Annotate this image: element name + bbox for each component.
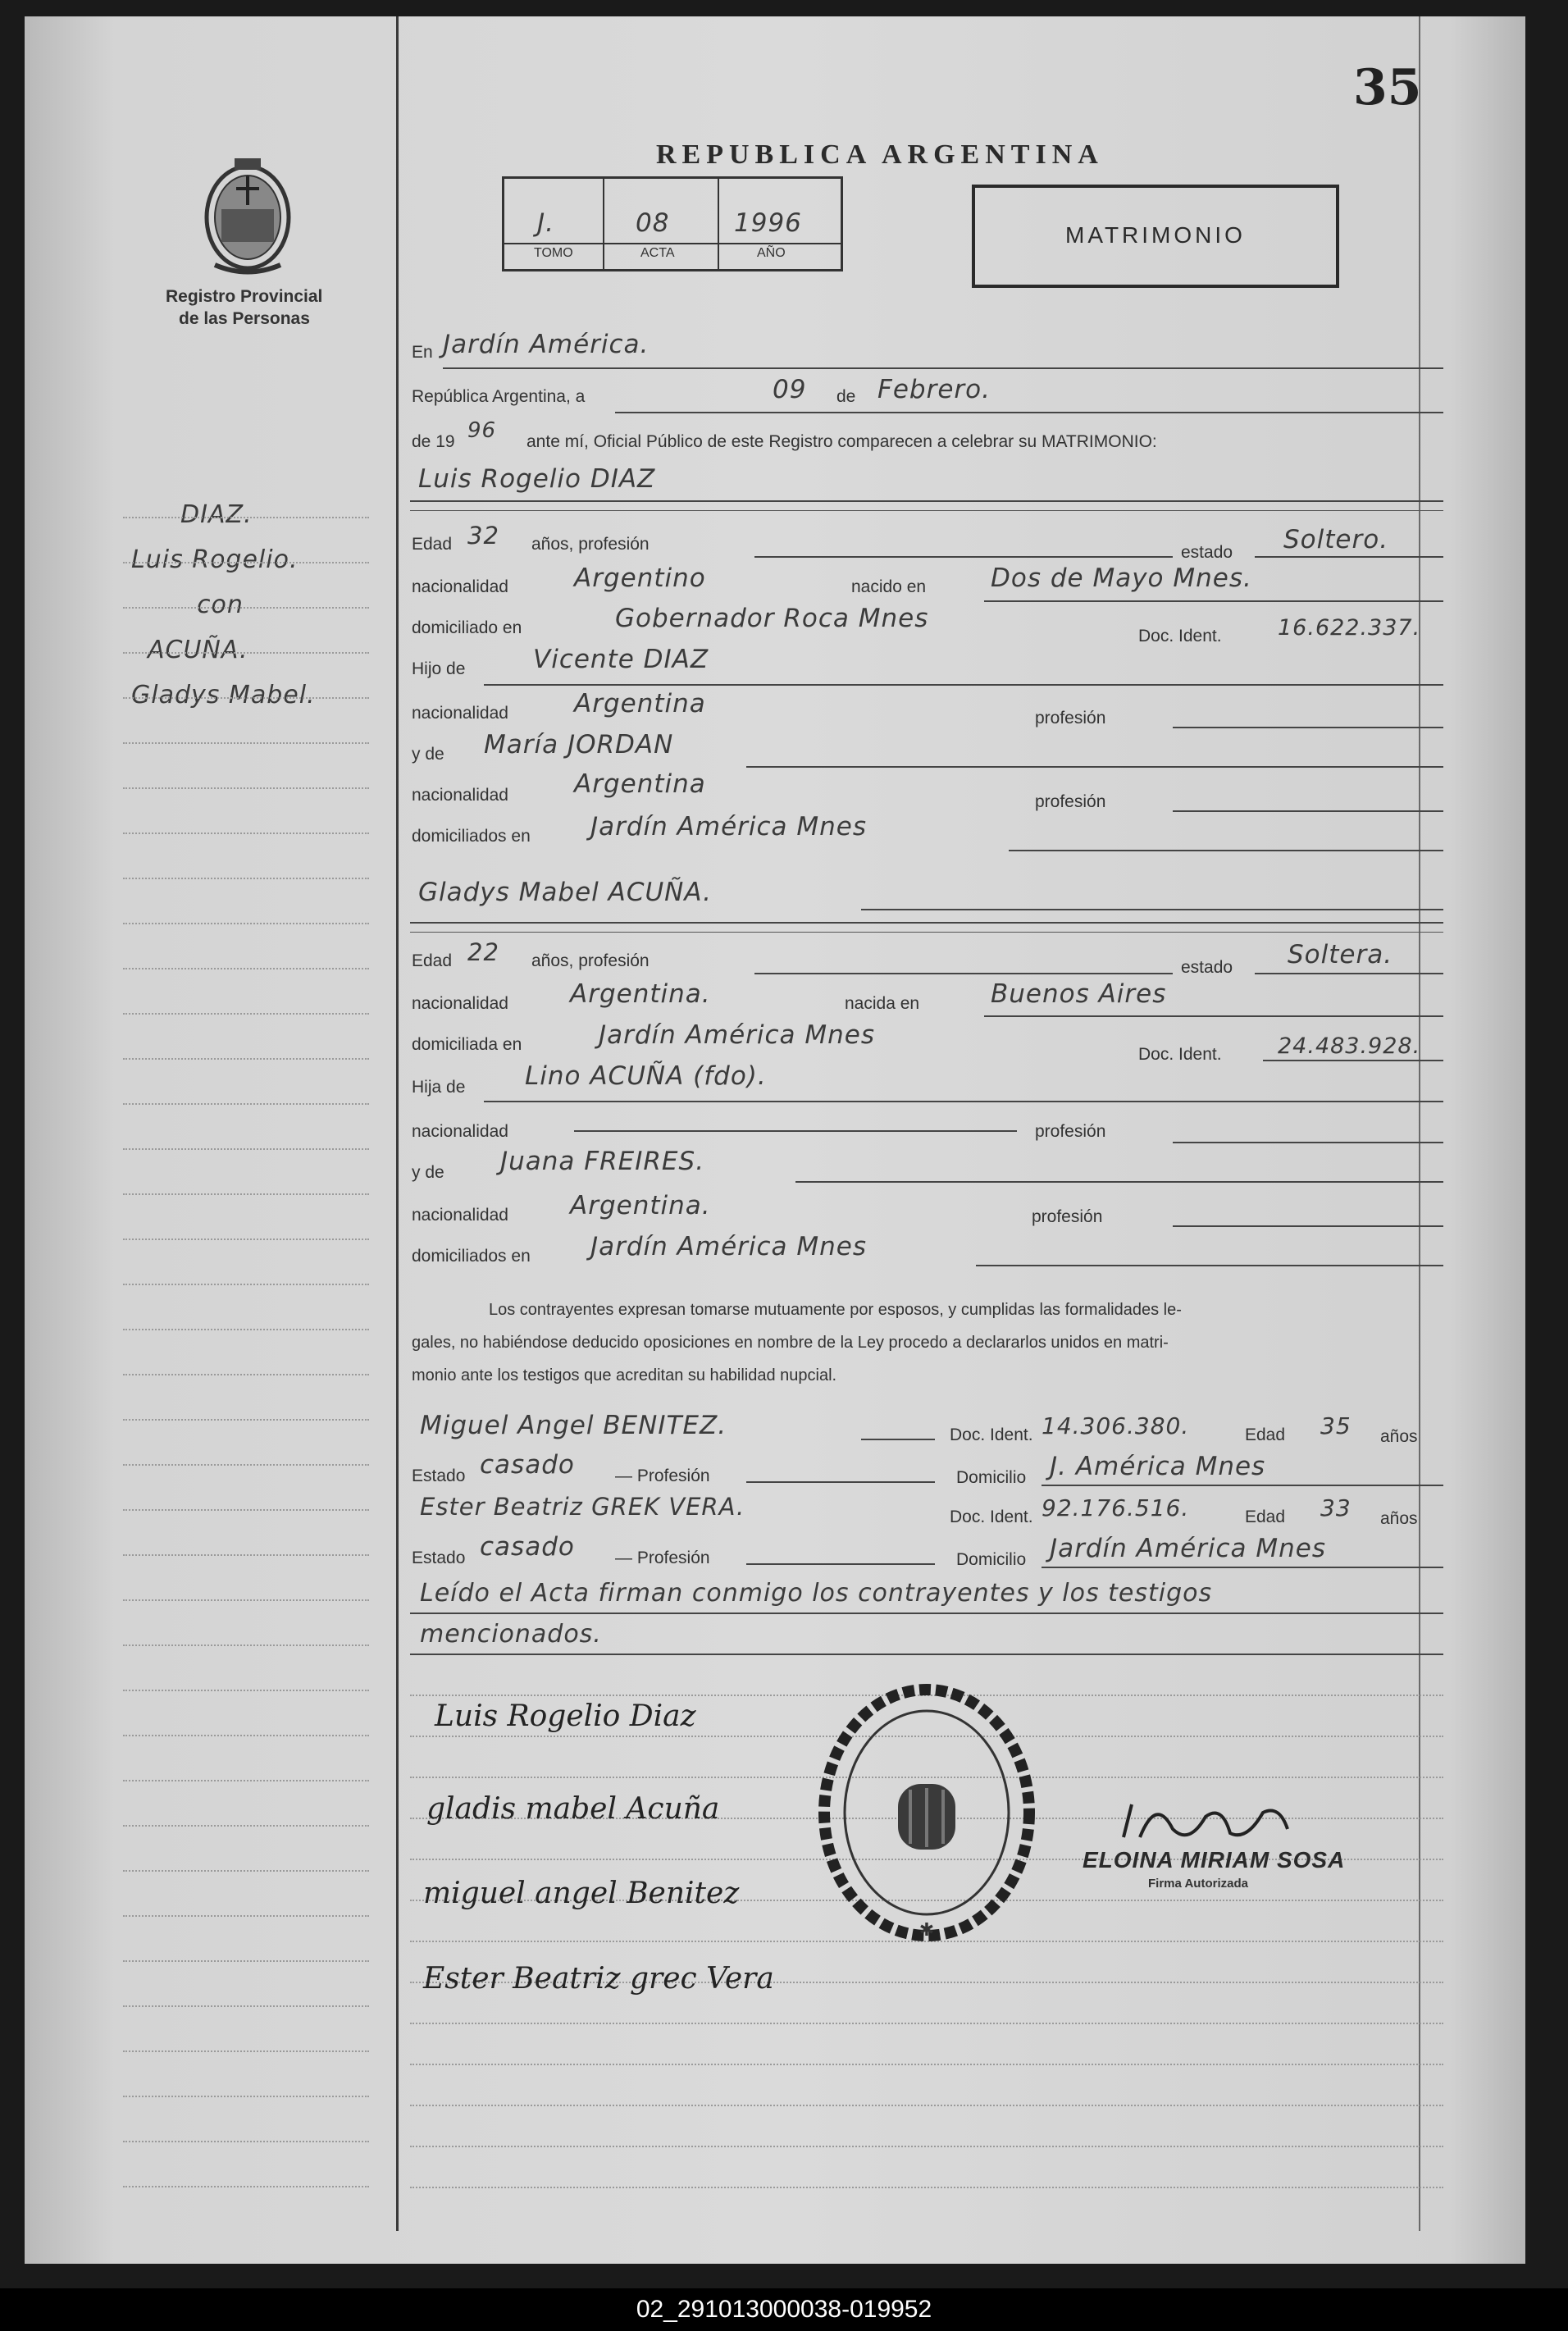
svg-text:✱: ✱	[918, 1919, 935, 1940]
margin-ruled-line	[123, 923, 369, 924]
margin-note-line: Luis Rogelio.	[131, 545, 299, 574]
label-domiciliados-en: domiciliados en	[412, 1247, 531, 1266]
margin-ruled-line	[123, 1464, 369, 1466]
margin-ruled-line	[123, 1960, 369, 1962]
record-type-title: MATRIMONIO	[1065, 222, 1246, 248]
groom-nationality: Argentino	[574, 563, 706, 593]
label-profesion: profesión	[1035, 709, 1106, 728]
margin-ruled-line	[123, 832, 369, 834]
statement-line: Los contrayentes expresan tomarse mutuamente por esposos, y cumplidas las formalidades le-	[489, 1301, 1182, 1319]
label-anos: años	[1380, 1509, 1418, 1528]
groom-father: Vicente DIAZ	[533, 645, 709, 674]
groom-doc-id: 16.622.337.	[1278, 615, 1421, 641]
margin-ruled-line	[123, 2050, 369, 2052]
groom-name: Luis Rogelio DIAZ	[418, 464, 656, 494]
witness-1-age: 35	[1320, 1412, 1351, 1439]
margin-note-line: ACUÑA.	[148, 636, 248, 664]
label-estado: estado	[1181, 958, 1233, 977]
signature-ruled-line	[410, 2105, 1443, 2106]
margin-ruled-line	[123, 1058, 369, 1060]
witness-1-domicile: J. América Mnes	[1050, 1452, 1266, 1481]
tomo-label: TOMO	[534, 246, 573, 260]
bride-name: Gladys Mabel ACUÑA.	[418, 878, 712, 907]
label-domicilio: Domicilio	[956, 1550, 1027, 1569]
witness-2-name: Ester Beatriz GREK VERA.	[420, 1493, 745, 1521]
bride-parents-address: Jardín América Mnes	[590, 1232, 868, 1261]
margin-ruled-line	[123, 1103, 369, 1105]
margin-ruled-line	[123, 2096, 369, 2097]
signature-ruled-line	[410, 2023, 1443, 2024]
signature-ruled-line	[410, 2187, 1443, 2188]
groom-age: 32	[467, 522, 499, 550]
witness-2-status: casado	[480, 1532, 575, 1562]
label-profesion: profesión	[1032, 1207, 1103, 1226]
record-id-box	[502, 176, 843, 271]
margin-note-line: con	[197, 591, 244, 619]
witness-2-doc: 92.176.516.	[1042, 1494, 1190, 1521]
label-nacido-en: nacido en	[851, 577, 927, 596]
label-anos: años	[1380, 1427, 1418, 1446]
margin-ruled-line	[123, 562, 369, 563]
margin-note-line: DIAZ.	[180, 500, 253, 529]
groom-mother: María JORDAN	[484, 730, 674, 760]
witness-2-domicile: Jardín América Mnes	[1050, 1534, 1327, 1563]
bride-father: Lino ACUÑA (fdo).	[525, 1061, 767, 1091]
bride-mother: Juana FREIRES.	[500, 1147, 705, 1176]
label-witness-edad: Edad	[1245, 1426, 1286, 1444]
official-seal-icon	[812, 1673, 1042, 1952]
groom-father-nationality: Argentina	[574, 689, 706, 718]
label-profesion: profesión	[1035, 792, 1106, 811]
margin-note-line: Gladys Mabel.	[131, 681, 316, 709]
closing-note-line: mencionados.	[420, 1620, 602, 1649]
acta-label: ACTA	[640, 246, 675, 260]
label-nacionalidad: nacionalidad	[412, 786, 508, 805]
label-nacionalidad: nacionalidad	[412, 1206, 508, 1225]
label-domicilio: Domicilio	[956, 1468, 1027, 1487]
margin-ruled-line	[123, 1870, 369, 1872]
margin-ruled-line	[123, 1374, 369, 1375]
country-heading: REPUBLICA ARGENTINA	[656, 139, 1104, 170]
groom-address: Gobernador Roca Mnes	[615, 604, 929, 633]
bride-birthplace: Buenos Aires	[991, 979, 1167, 1009]
ceremony-place: Jardín América.	[443, 330, 650, 359]
signature: Luis Rogelio Diaz	[435, 1699, 696, 1733]
margin-ruled-line	[123, 787, 369, 789]
margin-ruled-line	[123, 652, 369, 654]
signature-ruled-line	[410, 2146, 1443, 2147]
groom-marital-status: Soltero.	[1283, 525, 1389, 554]
label-anos-profesion: años, profesión	[531, 951, 650, 970]
margin-ruled-line	[123, 968, 369, 969]
margin-ruled-line	[123, 1735, 369, 1736]
label-domiciliados-en: domiciliados en	[412, 827, 531, 846]
signature: gladis mabel Acuña	[426, 1792, 720, 1826]
margin-ruled-line	[123, 1644, 369, 1646]
right-margin-line	[1419, 16, 1420, 2231]
label-hijo-de: Hijo de	[412, 659, 466, 678]
label-ante-mi: ante mí, Oficial Público de este Registro comparecen a celebrar su MATRIMONIO:	[526, 432, 1157, 451]
registry-line-2: de las Personas	[179, 309, 310, 328]
groom-mother-nationality: Argentina	[574, 769, 706, 799]
label-nacionalidad: nacionalidad	[412, 1122, 508, 1141]
ano-label: AÑO	[757, 246, 786, 260]
label-edad: Edad	[412, 951, 453, 970]
label-domiciliado-en: domiciliado en	[412, 618, 522, 637]
witness-1-name: Miguel Angel BENITEZ.	[420, 1411, 727, 1440]
witness-1-status: casado	[480, 1450, 575, 1480]
label-de: de	[836, 387, 856, 406]
register-page	[25, 16, 1525, 2264]
bride-address: Jardín América Mnes	[599, 1020, 876, 1050]
margin-ruled-line	[123, 878, 369, 879]
margin-ruled-line	[123, 1915, 369, 1917]
margin-ruled-line	[123, 1419, 369, 1421]
groom-birthplace: Dos de Mayo Mnes.	[991, 563, 1252, 593]
ceremony-year: 96	[467, 418, 497, 443]
signature: miguel angel Benitez	[423, 1877, 740, 1910]
label-edad: Edad	[412, 535, 453, 554]
label-witness-edad: Edad	[1245, 1508, 1286, 1526]
signature-ruled-line	[410, 2064, 1443, 2065]
margin-ruled-line	[123, 517, 369, 518]
groom-parents-address: Jardín América Mnes	[590, 812, 868, 842]
margin-ruled-line	[123, 2141, 369, 2142]
signature: Ester Beatriz grec Vera	[423, 1962, 774, 1996]
statement-line: gales, no habiéndose deducido oposiciones en nombre de la Ley procedo a declararlos unidos en matri-	[412, 1334, 1169, 1352]
label-hija-de: Hija de	[412, 1078, 466, 1097]
margin-ruled-line	[123, 1238, 369, 1240]
ceremony-day: 09	[773, 375, 807, 404]
label-y-de: y de	[412, 745, 444, 764]
bride-marital-status: Soltera.	[1288, 940, 1393, 969]
label-doc-ident: Doc. Ident.	[1138, 627, 1222, 645]
label-y-de: y de	[412, 1163, 444, 1182]
record-type-box	[972, 185, 1339, 288]
margin-ruled-line	[123, 2186, 369, 2187]
label-en: En	[412, 343, 433, 362]
margin-ruled-line	[123, 697, 369, 699]
registry-line-1: Registro Provincial	[166, 287, 323, 306]
official-name: ELOINA MIRIAM SOSA	[1083, 1847, 1346, 1873]
label-witness-doc: Doc. Ident.	[950, 1426, 1033, 1444]
acta-value: 08	[636, 208, 670, 238]
label-anos-profesion: años, profesión	[531, 535, 650, 554]
margin-ruled-line	[123, 607, 369, 609]
ano-value: 1996	[734, 208, 802, 238]
margin-ruled-line	[123, 1554, 369, 1556]
witness-2-age: 33	[1320, 1494, 1351, 1521]
coat-of-arms-icon	[198, 152, 297, 279]
label-profesion: profesión	[1035, 1122, 1106, 1141]
statement-line: monio ante los testigos que acreditan su habilidad nupcial.	[412, 1366, 837, 1384]
page-number: 35	[1353, 59, 1422, 116]
label-de-19: de 19	[412, 432, 455, 451]
label-domiciliada-en: domiciliada en	[412, 1035, 522, 1054]
margin-ruled-line	[123, 1148, 369, 1150]
label-nacionalidad: nacionalidad	[412, 994, 508, 1013]
official-title: Firma Autorizada	[1148, 1877, 1248, 1891]
label-profesion: — Profesión	[615, 1549, 710, 1567]
bride-mother-nationality: Argentina.	[570, 1191, 711, 1220]
label-estado: Estado	[412, 1549, 466, 1567]
label-nacionalidad: nacionalidad	[412, 577, 508, 596]
label-nacida-en: nacida en	[845, 994, 920, 1013]
label-estado: Estado	[412, 1467, 466, 1485]
label-profesion: — Profesión	[615, 1467, 710, 1485]
bride-age: 22	[467, 938, 499, 966]
label-doc-ident: Doc. Ident.	[1138, 1045, 1222, 1064]
label-witness-doc: Doc. Ident.	[950, 1508, 1033, 1526]
ceremony-month: Febrero.	[877, 375, 991, 404]
margin-ruled-line	[123, 1825, 369, 1827]
tomo-value: J.	[537, 208, 554, 238]
label-estado: estado	[1181, 543, 1233, 562]
margin-ruled-line	[123, 1013, 369, 1015]
label-republica: República Argentina, a	[412, 387, 586, 406]
margin-ruled-line	[123, 1329, 369, 1330]
margin-ruled-line	[123, 1690, 369, 1691]
label-nacionalidad: nacionalidad	[412, 704, 508, 723]
bride-doc-id: 24.483.928.	[1278, 1033, 1421, 1059]
margin-ruled-line	[123, 1599, 369, 1601]
margin-ruled-line	[123, 1509, 369, 1511]
left-margin-line	[396, 16, 399, 2231]
bride-nationality: Argentina.	[570, 979, 711, 1009]
image-caption: 02_291013000038-019952	[0, 2288, 1568, 2331]
margin-ruled-line	[123, 1193, 369, 1195]
margin-ruled-line	[123, 2005, 369, 2007]
margin-ruled-line	[123, 1284, 369, 1285]
margin-ruled-line	[123, 1780, 369, 1781]
closing-note-line: Leído el Acta firman conmigo los contrayentes y los testigos	[420, 1579, 1213, 1608]
margin-ruled-line	[123, 742, 369, 744]
witness-1-doc: 14.306.380.	[1042, 1412, 1190, 1439]
